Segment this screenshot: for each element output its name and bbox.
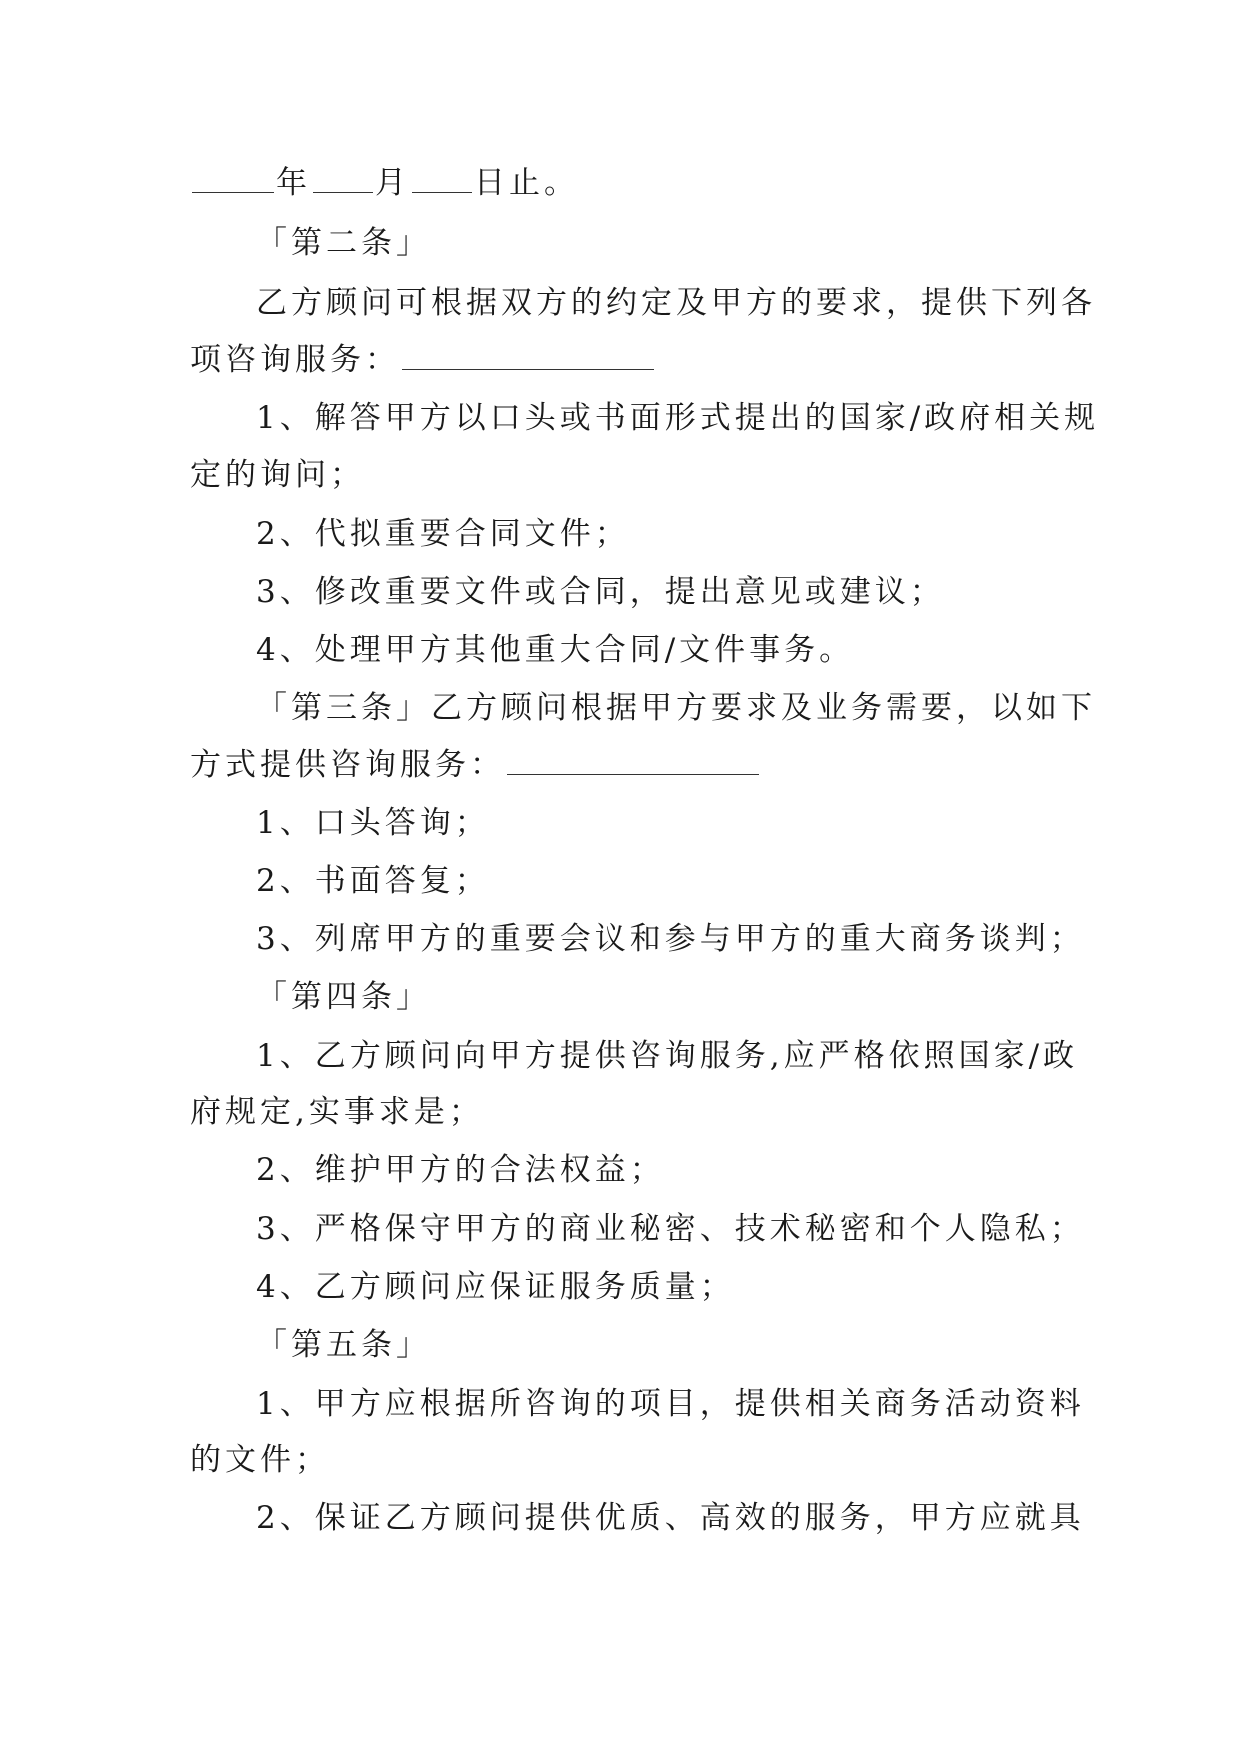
article2-item3: 3、修改重要文件或合同，提出意见或建议； [256,574,945,610]
month-blank [313,166,373,193]
article2-item1-line1: 1、解答甲方以口头或书面形式提出的国家/政府相关规 [256,400,1100,436]
article4-item1-line1: 1、乙方顾问向甲方提供咨询服务,应严格依照国家/政 [256,1038,1079,1074]
article3-item3: 3、列席甲方的重要会议和参与甲方的重大商务谈判； [256,921,1085,957]
service-items-blank [402,343,654,370]
article5-item1-line2: 的文件； [190,1442,330,1478]
article4-item2: 2、维护甲方的合法权益； [256,1152,665,1188]
article5-item2-line1: 2、保证乙方顾问提供优质、高效的服务，甲方应就具 [256,1500,1085,1536]
article3-item2: 2、书面答复； [256,863,490,899]
article5-heading: 「第五条」 [256,1327,431,1363]
article2-item4: 4、处理甲方其他重大合同/文件事务。 [256,632,855,668]
day-blank [412,166,472,193]
article2-intro-line1: 乙方顾问可根据双方的约定及甲方的要求，提供下列各 [256,285,1096,321]
article4-item4: 4、乙方顾问应保证服务质量； [256,1269,735,1305]
article2-intro-line2: 项咨询服务： [190,342,400,378]
article3-item1: 1、口头答询； [256,805,490,841]
article2-heading: 「第二条」 [256,225,431,261]
day-suffix: 日止。 [474,165,579,201]
article2-item2: 2、代拟重要合同文件； [256,516,630,552]
article2-item1-line2: 定的询问； [190,457,365,493]
article3-intro-line2: 方式提供咨询服务： [190,747,505,783]
article4-item1-line2: 府规定,实事求是； [190,1094,484,1130]
article3-intro-line2-row [190,745,1070,785]
article2-intro-line2-row [190,340,1070,380]
year-suffix: 年 [276,165,311,201]
date-end-line [190,163,1070,203]
article3-intro-line1: 「第三条」乙方顾问根据甲方要求及业务需要，以如下 [256,690,1096,726]
article5-item1-line1: 1、甲方应根据所咨询的项目，提供相关商务活动资料 [256,1386,1085,1422]
year-blank [192,166,274,193]
article4-item3: 3、严格保守甲方的商业秘密、技术秘密和个人隐私； [256,1211,1085,1247]
service-method-blank [507,748,759,775]
article4-heading: 「第四条」 [256,979,431,1015]
month-suffix: 月 [375,165,410,201]
